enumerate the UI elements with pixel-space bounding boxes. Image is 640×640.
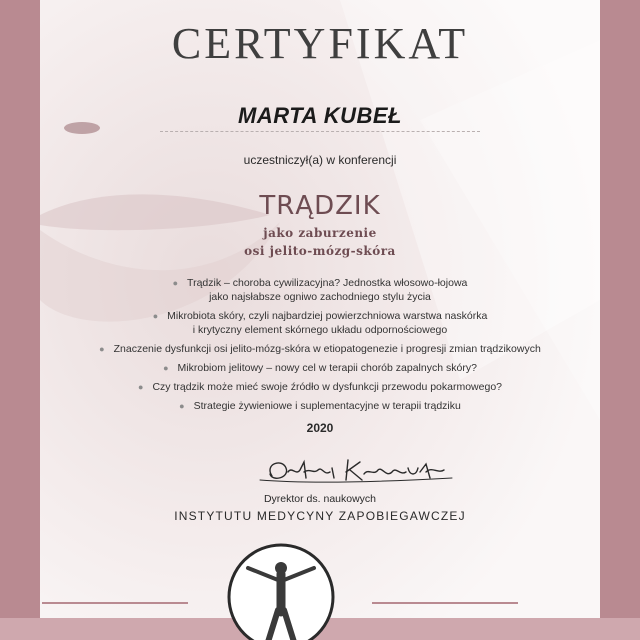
topic-item bbox=[40, 399, 600, 413]
topic-line: Znaczenie dysfunkcji osi jelito-mózg-skóra w etiopatogenezie i progresji zmian trądzikowych bbox=[113, 343, 541, 355]
right-border-band bbox=[600, 0, 640, 640]
conference-subtitle-1: jako zaburzenie bbox=[263, 226, 377, 240]
bullet-icon: ● bbox=[172, 278, 179, 288]
topic-line: i krytyczny element skórnego układu odpornościowego bbox=[192, 324, 448, 336]
footer-rule-right bbox=[372, 602, 518, 604]
topic-item bbox=[40, 380, 600, 394]
topic-item bbox=[40, 361, 600, 375]
topic-line: Mikrobiom jelitowy – nowy cel w terapii chorób zapalnych skóry? bbox=[177, 362, 477, 374]
certificate-content bbox=[40, 0, 600, 618]
recipient-name: MARTA KUBEŁ bbox=[238, 103, 402, 128]
topic-line: jako najsłabsze ogniwo zachodniego stylu życia bbox=[209, 291, 431, 303]
left-border-band bbox=[0, 0, 40, 640]
topic-line: Trądzik – choroba cywilizacyjna? Jednostka włosowo-łojowa bbox=[187, 277, 468, 289]
participation-text: uczestniczył(a) w konferencji bbox=[243, 153, 397, 167]
topic-line: Mikrobiota skóry, czyli najbardziej powierzchniowa warstwa naskórka bbox=[167, 310, 488, 322]
vitruvian-figure-logo-icon bbox=[226, 542, 336, 640]
bullet-icon: ● bbox=[152, 311, 159, 321]
bullet-icon: ● bbox=[138, 382, 144, 392]
certificate-title: CERTYFIKAT bbox=[171, 19, 469, 68]
bullet-icon: ● bbox=[99, 344, 105, 354]
topic-item bbox=[40, 276, 600, 304]
name-underline bbox=[160, 131, 480, 132]
topic-item bbox=[40, 309, 600, 337]
bullet-icon: ● bbox=[163, 363, 169, 373]
bullet-icon: ● bbox=[179, 401, 185, 411]
institute-name: INSTYTUTU MEDYCYNY ZAPOBIEGAWCZEJ bbox=[174, 509, 466, 523]
topic-line: Czy trądzik może mieć swoje źródło w dysfunkcji przewodu pokarmowego? bbox=[152, 381, 502, 393]
footer-rule-left bbox=[42, 602, 188, 604]
topic-item bbox=[40, 342, 600, 356]
topic-line: Strategie żywieniowe i suplementacyjne w terapii trądziku bbox=[193, 400, 461, 412]
director-title: Dyrektor ds. naukowych bbox=[263, 493, 377, 505]
topic-list bbox=[40, 276, 600, 418]
conference-title: TRĄDZIK bbox=[259, 191, 381, 221]
signature-image bbox=[220, 450, 460, 490]
conference-subtitle-2: osi jelito-mózg-skóra bbox=[244, 244, 396, 258]
certificate-year: 2020 bbox=[306, 421, 334, 435]
